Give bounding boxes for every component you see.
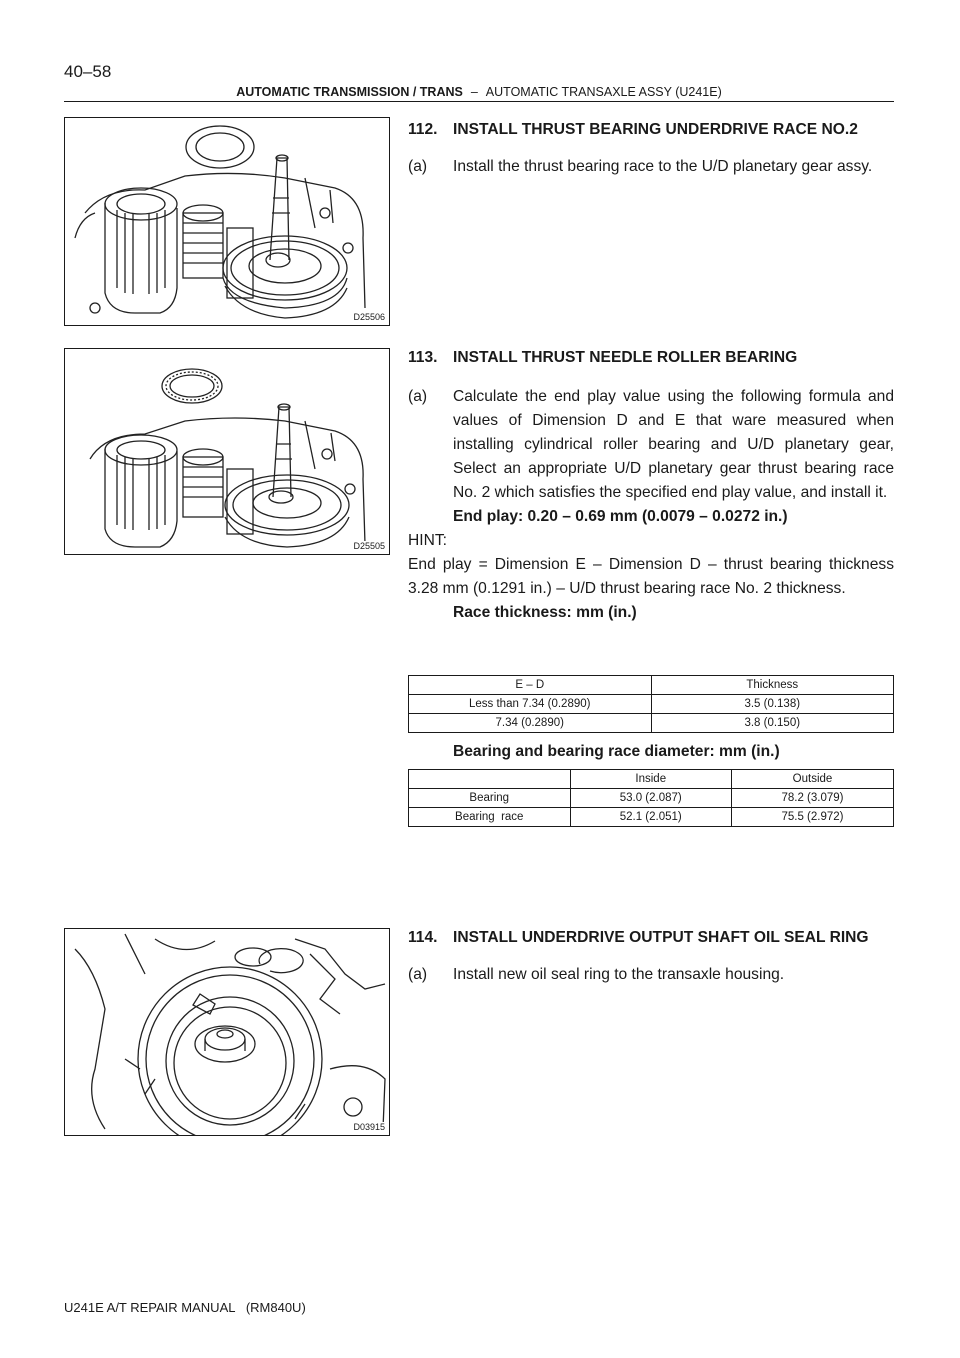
header-rule [64, 101, 894, 102]
sub-text: Install new oil seal ring to the transaxle housing. [453, 966, 785, 983]
step-114 [408, 926, 894, 987]
header-separator: – [470, 85, 478, 99]
diameter-table-title: Bearing and bearing race diameter: mm (in.) [453, 743, 780, 760]
figure-illustration [65, 349, 389, 554]
step-number: 112. [408, 121, 438, 138]
figure-id: D25505 [353, 541, 385, 551]
table-header-cell: Thickness [651, 676, 894, 695]
figure-illustration [65, 929, 389, 1135]
sub-text: Install the thrust bearing race to the U/D planetary gear assy. [453, 158, 873, 175]
table-header-cell: Outside [732, 770, 894, 789]
table-header-row [409, 770, 894, 789]
table-cell: Less than 7.34 (0.2890) [409, 695, 652, 714]
header-section: AUTOMATIC TRANSMISSION / TRANS [236, 85, 463, 99]
step-113-sub-a [408, 385, 894, 529]
step-number: 113. [408, 349, 438, 366]
bearing-diameter-table [408, 769, 894, 827]
step-title-text: INSTALL UNDERDRIVE OUTPUT SHAFT OIL SEAL RING [453, 929, 869, 946]
running-header [64, 85, 894, 99]
step-title-text: INSTALL THRUST BEARING UNDERDRIVE RACE NO.2 [453, 121, 858, 138]
step-112-sub-a [408, 155, 894, 179]
diameter-title-wrap [408, 740, 894, 764]
step-112 [408, 118, 894, 179]
table-cell: 78.2 (3.079) [732, 789, 894, 808]
hint-label: HINT: [408, 532, 447, 549]
sub-label: (a) [408, 158, 428, 175]
hint-text: End play = Dimension E – Dimension D – thrust bearing thickness 3.28 mm (0.1291 in.) – U/D thrust bearing race No. 2 thickness. [408, 556, 894, 597]
figure-thrust-needle-roller-bearing [64, 348, 390, 555]
table-cell: 75.5 (2.972) [732, 808, 894, 827]
table-cell: 3.8 (0.150) [651, 714, 894, 733]
table-cell: 52.1 (2.051) [570, 808, 732, 827]
page-number: 40–58 [64, 62, 112, 81]
table-header-cell: Inside [570, 770, 732, 789]
step-number: 114. [408, 929, 438, 946]
sub-text-block [453, 385, 894, 529]
race-thickness-table [408, 675, 894, 733]
table-cell: Bearing race [409, 808, 571, 827]
step-113-title [408, 346, 894, 370]
figure-oil-seal-ring [64, 928, 390, 1136]
step-114-title [408, 926, 894, 950]
race-table-title: Race thickness: mm (in.) [453, 604, 637, 621]
table-header-cell [409, 770, 571, 789]
sub-label: (a) [408, 388, 428, 405]
end-play-spec: End play: 0.20 – 0.69 mm (0.0079 – 0.0272 in.) [453, 508, 788, 525]
table-row [409, 789, 894, 808]
table-row [409, 714, 894, 733]
page-footer: U241E A/T REPAIR MANUAL (RM840U) [64, 1300, 306, 1315]
table-header-cell: E – D [409, 676, 652, 695]
header-subsection: AUTOMATIC TRANSAXLE ASSY (U241E) [485, 85, 722, 99]
step-112-title [408, 118, 894, 142]
sub-label: (a) [408, 966, 428, 983]
figure-id: D03915 [353, 1122, 385, 1132]
table-cell: 3.5 (0.138) [651, 695, 894, 714]
table-row [409, 808, 894, 827]
table-cell: 7.34 (0.2890) [409, 714, 652, 733]
table-header-row [409, 676, 894, 695]
figure-thrust-bearing-race [64, 117, 390, 326]
table-cell: 53.0 (2.087) [570, 789, 732, 808]
table-row [409, 695, 894, 714]
figure-illustration [65, 118, 389, 325]
figure-id: D25506 [353, 312, 385, 322]
step-113 [408, 346, 894, 625]
step-114-sub-a [408, 963, 894, 987]
sub-text: Calculate the end play value using the following formula and values of Dimension D and E that ware measured when installing cylindrical roller bearing and U/D planetary gear, Select an appropriate U/D planetary gear thrust bearing race No. 2 which satisfies the specified end play value, and install it. [453, 388, 894, 501]
step-title-text: INSTALL THRUST NEEDLE ROLLER BEARING [453, 349, 798, 366]
table-cell: Bearing [409, 789, 571, 808]
